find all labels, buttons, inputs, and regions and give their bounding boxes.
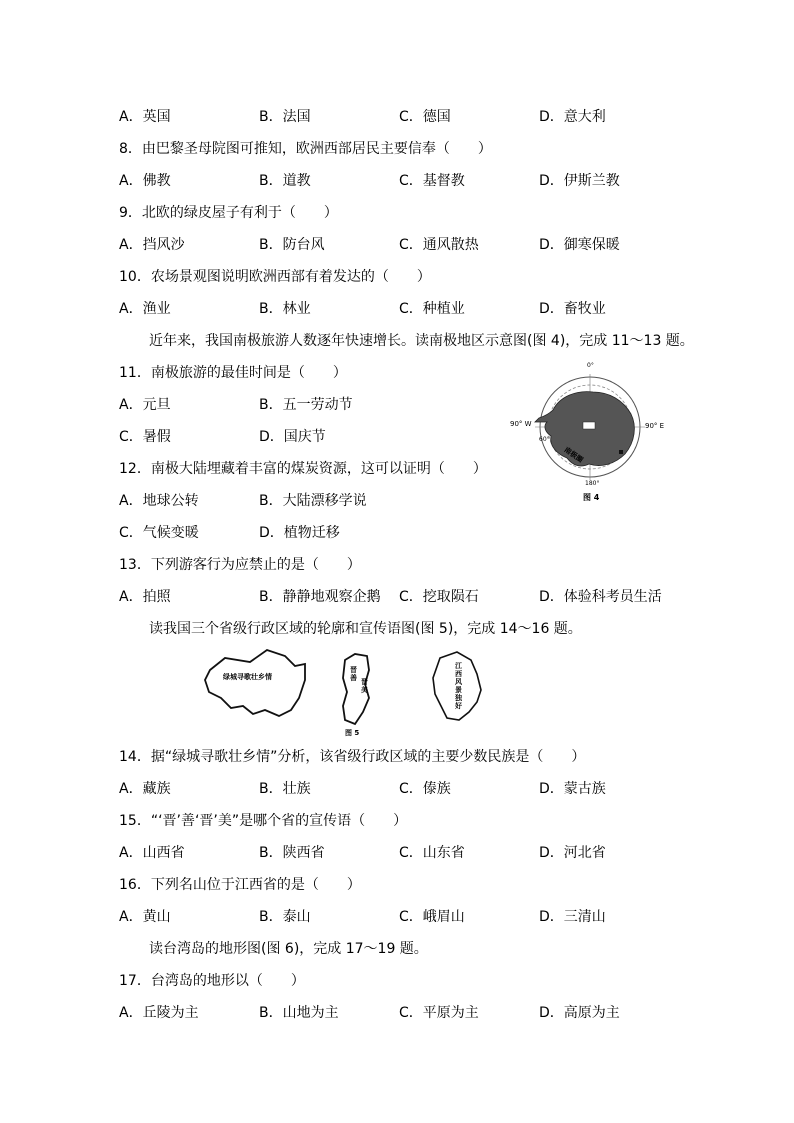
provinces-outline <box>195 640 525 740</box>
q16-option-c: C．峨眉山 <box>399 909 465 925</box>
q7-option-c: C．德国 <box>399 109 451 125</box>
q14-option-c: C．傣族 <box>399 781 451 797</box>
q15-option-b: B．陕西省 <box>259 845 325 861</box>
fig5-caption: 图 5 <box>345 729 360 737</box>
q12-option-d: D．植物迁移 <box>259 525 340 541</box>
fig5-shanxi-slogan-2: 晋美 <box>361 678 368 694</box>
q15-option-a: A．山西省 <box>119 845 185 861</box>
q10-option-c: C．种植业 <box>399 301 465 317</box>
q12-option-a: A．地球公转 <box>119 493 199 509</box>
intro-11-13: 近年来，我国南极旅游人数逐年快速增长。读南极地区示意图(图 4)，完成 11～13 题。 <box>149 333 694 349</box>
q14-option-a: A．藏族 <box>119 781 171 797</box>
q11-stem: 11．南极旅游的最佳时间是（ ） <box>119 365 347 381</box>
q8-option-a: A．佛教 <box>119 173 171 189</box>
q9-option-d: D．御寒保暖 <box>539 237 620 253</box>
fig4-label-90w: 90° W <box>510 420 532 428</box>
q17-option-b: B．山地为主 <box>259 1005 339 1021</box>
q12-option-c: C．气候变暖 <box>119 525 199 541</box>
q11-option-d: D．国庆节 <box>259 429 326 445</box>
q10-stem: 10．农场景观图说明欧洲西部有着发达的（ ） <box>119 269 431 285</box>
q15-option-d: D．河北省 <box>539 845 606 861</box>
intro-14-16: 读我国三个省级行政区域的轮廓和宣传语图(图 5)，完成 14～16 题。 <box>149 621 582 637</box>
q7-option-b: B．法国 <box>259 109 311 125</box>
figure-4-antarctica <box>505 362 675 510</box>
q12-stem: 12．南极大陆埋藏着丰富的煤炭资源，这可以证明（ ） <box>119 461 487 477</box>
q12-option-b: B．大陆漂移学说 <box>259 493 367 509</box>
fig4-label-0: 0° <box>587 362 594 369</box>
q17-option-d: D．高原为主 <box>539 1005 620 1021</box>
fig4-label-60: 60° <box>539 436 550 443</box>
q10-option-b: B．林业 <box>259 301 311 317</box>
q10-option-d: D．畜牧业 <box>539 301 606 317</box>
q7-option-d: D．意大利 <box>539 109 606 125</box>
q15-option-c: C．山东省 <box>399 845 465 861</box>
q16-option-d: D．三清山 <box>539 909 606 925</box>
q17-stem: 17．台湾岛的地形以（ ） <box>119 973 305 989</box>
q13-option-a: A．拍照 <box>119 589 171 605</box>
figure-5-provinces <box>195 640 525 740</box>
q15-stem: 15．“‘晋’善‘晋’美”是哪个省的宣传语（ ） <box>119 813 408 829</box>
q16-stem: 16．下列名山位于江西省的是（ ） <box>119 877 361 893</box>
q11-option-a: A．元旦 <box>119 397 171 413</box>
q13-option-c: C．挖取陨石 <box>399 589 479 605</box>
q9-option-a: A．挡风沙 <box>119 237 185 253</box>
q13-option-d: D．体验科考员生活 <box>539 589 662 605</box>
q10-option-a: A．渔业 <box>119 301 171 317</box>
q9-option-c: C．通风散热 <box>399 237 479 253</box>
q9-stem: 9．北欧的绿皮屋子有利于（ ） <box>119 205 338 221</box>
q16-option-a: A．黄山 <box>119 909 171 925</box>
q14-option-d: D．蒙古族 <box>539 781 606 797</box>
fig4-label-180: 180° <box>585 480 600 487</box>
fig4-label-antarctic-circle: 南极圈 <box>562 445 585 465</box>
q8-stem: 8．由巴黎圣母院图可推知，欧洲西部居民主要信奉（ ） <box>119 141 492 157</box>
q11-option-b: B．五一劳动节 <box>259 397 353 413</box>
q9-option-b: B．防台风 <box>259 237 325 253</box>
intro-17-19: 读台湾岛的地形图(图 6)，完成 17～19 题。 <box>149 941 428 957</box>
q17-option-c: C．平原为主 <box>399 1005 479 1021</box>
q7-option-a: A．英国 <box>119 109 171 125</box>
fig5-guangxi-slogan: 绿城寻歌壮乡情 <box>223 673 272 681</box>
q8-option-b: B．道教 <box>259 173 311 189</box>
q11-option-c: C．暑假 <box>119 429 171 445</box>
q8-option-d: D．伊斯兰教 <box>539 173 620 189</box>
fig4-label-90e: 90° E <box>645 422 665 430</box>
fig5-shanxi-slogan-1: 晋善 <box>350 666 357 682</box>
antarctica-map <box>505 362 675 510</box>
q13-option-b: B．静静地观察企鹅 <box>259 589 381 605</box>
q8-option-c: C．基督教 <box>399 173 465 189</box>
fig4-caption: 图 4 <box>583 493 600 502</box>
q17-option-a: A．丘陵为主 <box>119 1005 199 1021</box>
q14-stem: 14．据“绿城寻歌壮乡情”分析，该省级行政区域的主要少数民族是（ ） <box>119 749 586 765</box>
q14-option-b: B．壮族 <box>259 781 311 797</box>
q13-stem: 13．下列游客行为应禁止的是（ ） <box>119 557 361 573</box>
q16-option-b: B．泰山 <box>259 909 311 925</box>
fig5-jiangxi-slogan: 江西风景独好 <box>455 662 462 710</box>
